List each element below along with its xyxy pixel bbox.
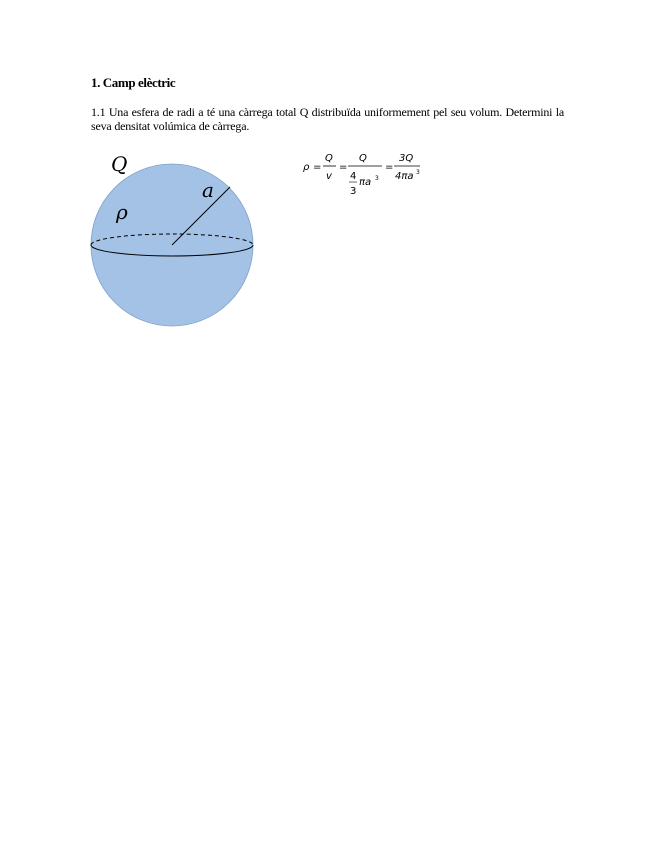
- frac1-denominator: v: [326, 171, 332, 182]
- formula-eq-2: =: [339, 162, 348, 173]
- label-radius-a: a: [202, 178, 214, 202]
- section-heading: 1. Camp elèctric: [91, 75, 176, 90]
- sphere-figure: [80, 145, 270, 335]
- frac1-numerator: Q: [325, 153, 333, 164]
- frac3-numerator: 3Q: [399, 153, 414, 164]
- frac2-exponent: 3: [375, 175, 379, 182]
- formula-eq-1: =: [313, 162, 322, 173]
- frac2-den-rest: πa: [359, 177, 372, 188]
- problem-statement: 1.1 Una esfera de radi a té una càrrega total Q distribuïda uniformement pel seu volum. Determini la seva densitat volúmica de càrrega.: [91, 105, 564, 133]
- frac3-exponent: 3: [416, 169, 420, 176]
- density-formula: [300, 148, 440, 203]
- formula-eq-3: =: [385, 162, 394, 173]
- frac2-coef-denominator: 3: [350, 186, 357, 197]
- label-density-rho: ρ: [116, 200, 128, 224]
- frac2-numerator: Q: [359, 153, 367, 164]
- label-charge-q: Q: [111, 152, 128, 176]
- frac3-denominator: 4πa: [395, 171, 414, 182]
- formula-rho: ρ: [303, 162, 310, 173]
- frac2-coef-numerator: 4: [350, 171, 357, 182]
